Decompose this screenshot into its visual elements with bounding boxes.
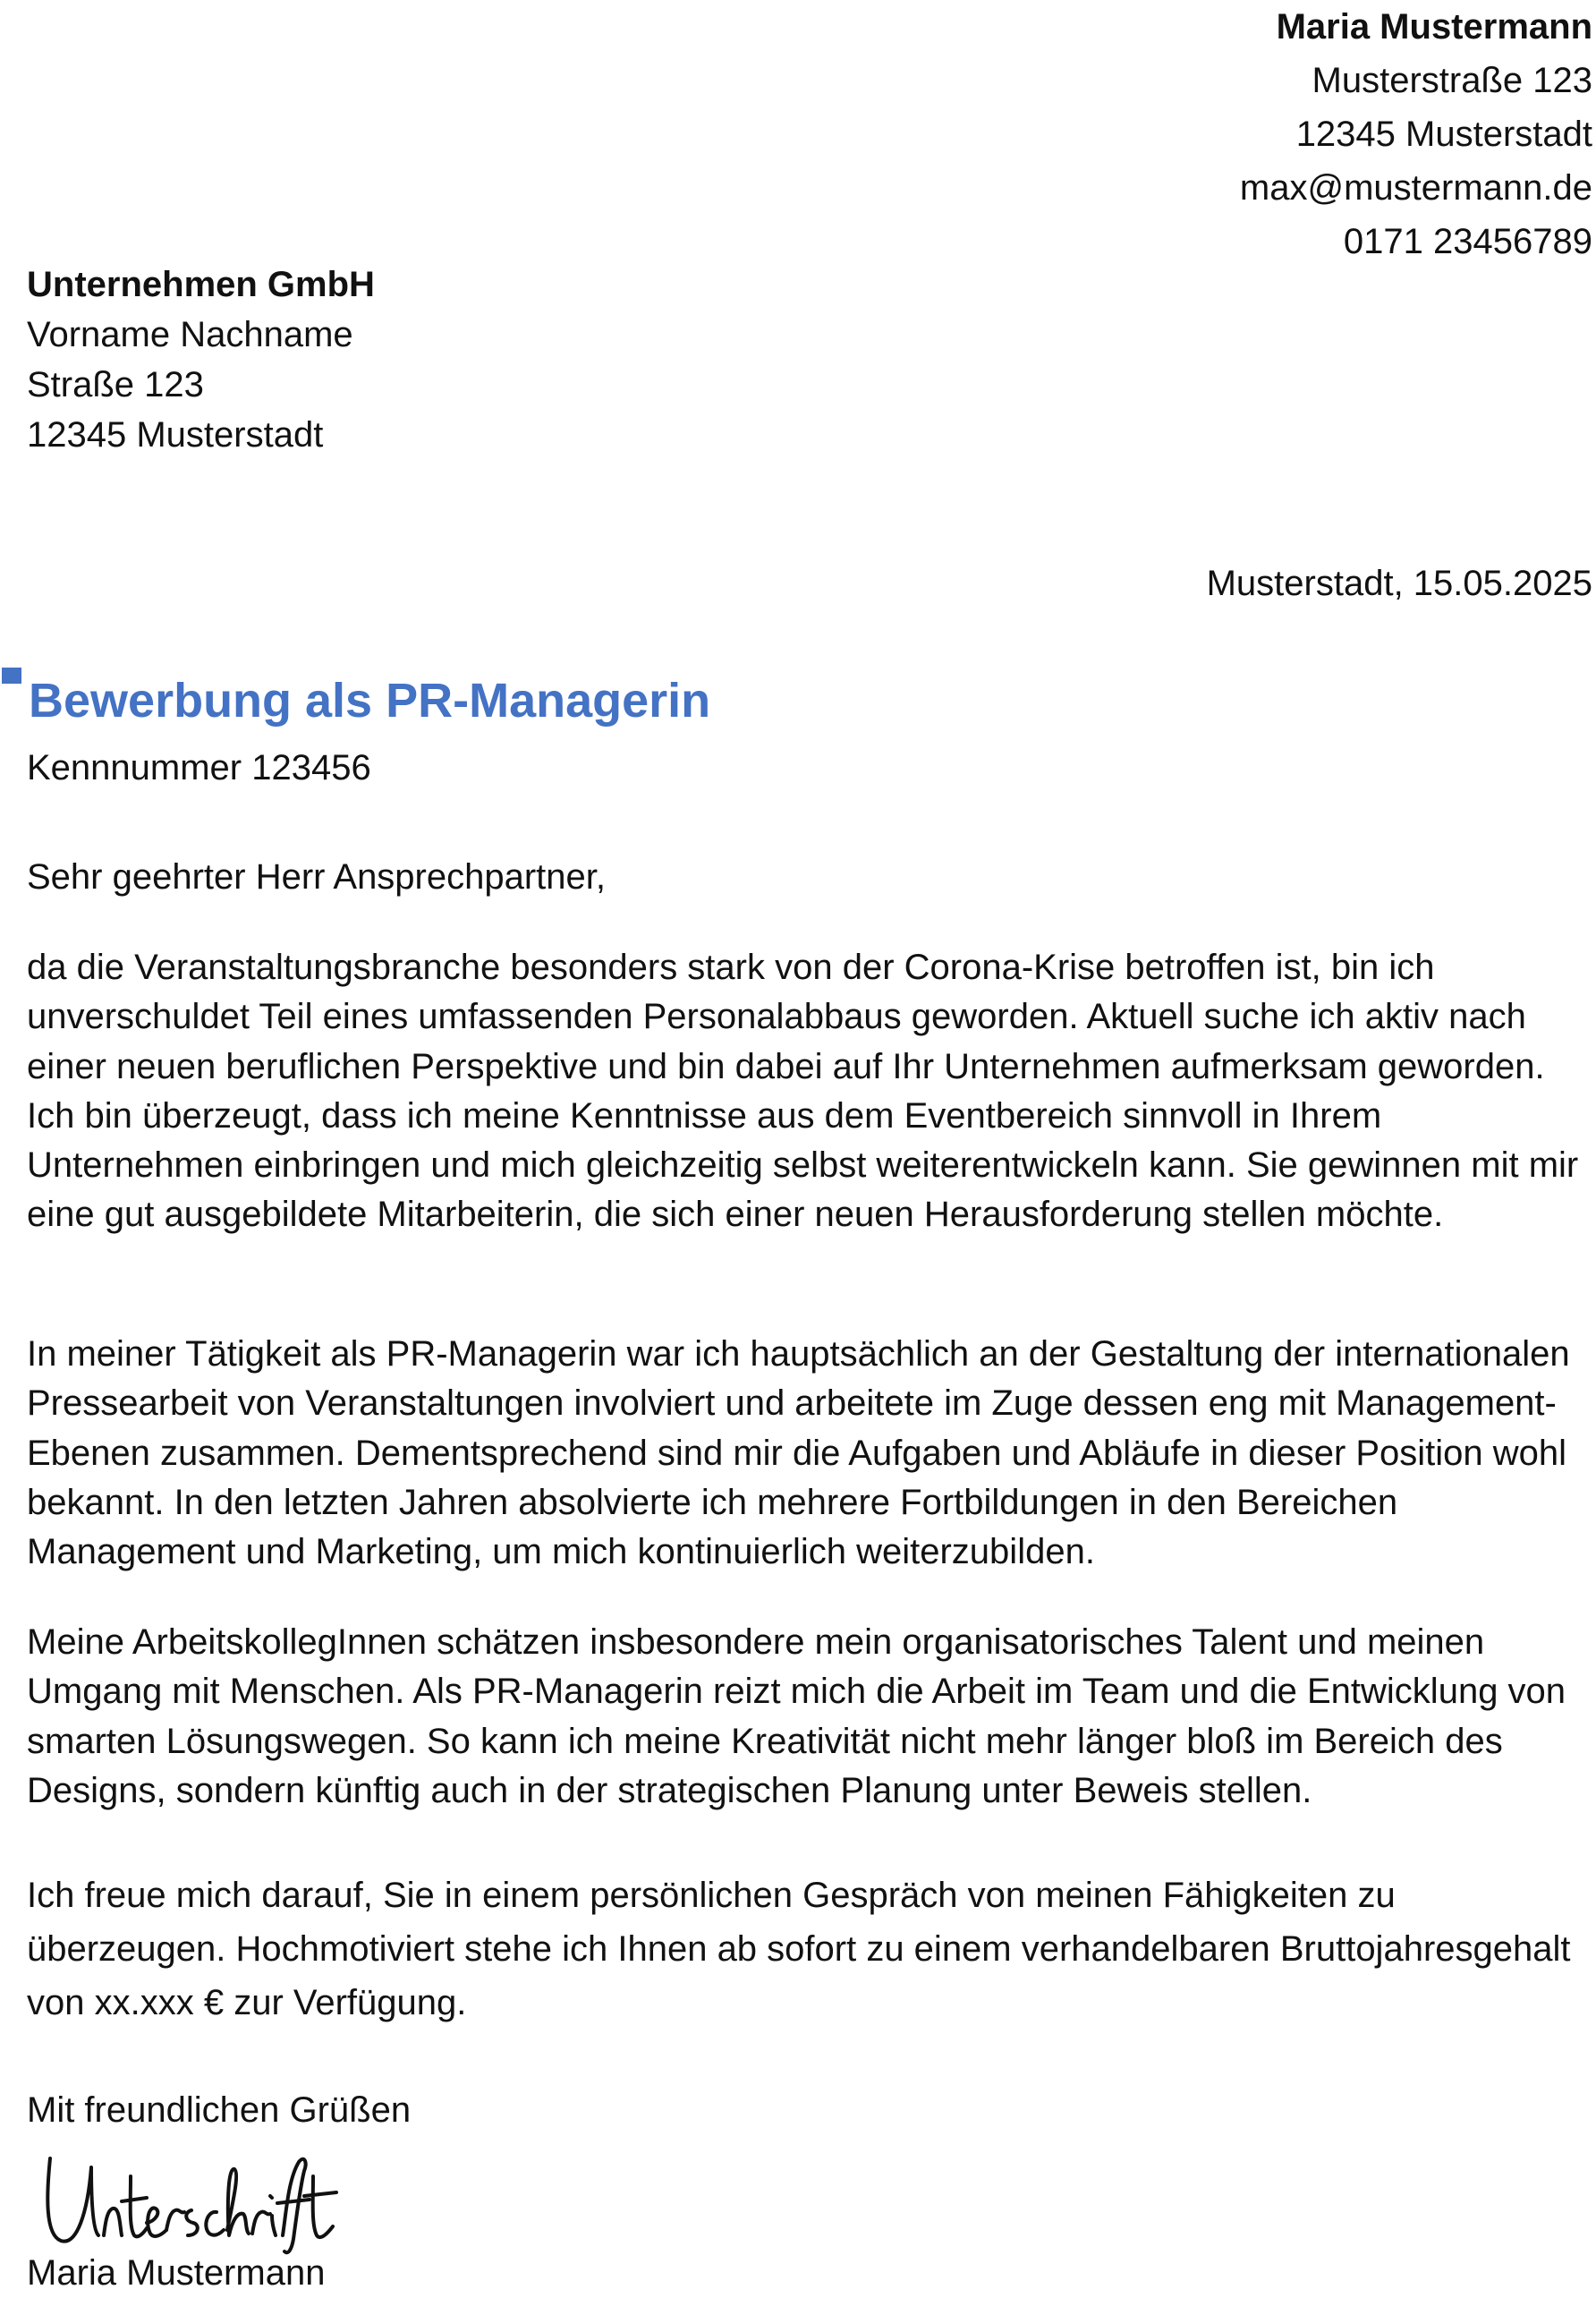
- reference-number: Kennnummer 123456: [27, 748, 371, 787]
- recipient-company: Unternehmen GmbH: [27, 265, 375, 304]
- salutation: Sehr geehrter Herr Ansprechpartner,: [27, 857, 607, 897]
- sender-email: max@mustermann.de: [1239, 168, 1592, 208]
- sender-city: 12345 Musterstadt: [1295, 115, 1592, 154]
- body-paragraph-3: Meine ArbeitskollegInnen schätzen insbesondere mein organisatorisches Talent und meinen Umgang mit Menschen. Als PR-Managerin reizt mich die Arbeit im Team und die Entwicklung von smarten Lösungswegen. So kann ich meine Kreativität nicht mehr länger bloß im Bereich des Designs, sondern künftig auch in der strategischen Planung unter Beweis stellen.: [27, 1622, 1566, 1810]
- sender-name: Maria Mustermann: [1276, 7, 1592, 47]
- closing-phrase: Mit freundlichen Grüßen: [27, 2090, 412, 2130]
- sender-address-block: [1240, 0, 1592, 268]
- date-line: Musterstadt, 15.05.2025: [1206, 564, 1592, 603]
- body-paragraph-4: Ich freue mich darauf, Sie in einem persönlichen Gespräch von meinen Fähigkeiten zu überzeugen. Hochmotiviert stehe ich Ihnen ab sofort zu einem verhandelbaren Bruttojahresgehalt von xx.xxx € zur Verfügung.: [27, 1876, 1571, 2022]
- recipient-street: Straße 123: [27, 365, 204, 404]
- sender-street: Musterstraße 123: [1312, 61, 1592, 100]
- handwritten-signature: [41, 2141, 345, 2257]
- signer-name: Maria Mustermann: [27, 2253, 326, 2293]
- recipient-contact: Vorname Nachname: [27, 315, 353, 354]
- body-paragraph-1: da die Veranstaltungsbranche besonders stark von der Corona-Krise betroffen ist, bin ich unverschuldet Teil eines umfassenden Personalabbaus geworden. Aktuell suche ich aktiv nach einer neuen beruflichen Perspektive und bin dabei auf Ihr Unternehmen aufmerksam geworden. Ich bin überzeugt, dass ich meine Kenntnisse aus dem Eventbereich sinnvoll in Ihrem Unternehmen einbringen und mich gleichzeitig selbst weiterentwickeln kann. Sie gewinnen mit mir eine gut ausgebildete Mitarbeiterin, die sich einer neuen Herausforderung stellen möchte.: [27, 948, 1579, 1235]
- subject-heading: Bewerbung als PR-Managerin: [29, 674, 711, 728]
- recipient-address-block: [27, 260, 375, 460]
- sender-phone: 0171 23456789: [1343, 222, 1592, 261]
- body-paragraph-2: In meiner Tätigkeit als PR-Managerin war ich hauptsächlich an der Gestaltung der internationalen Pressearbeit von Veranstaltungen involviert und arbeitete im Zuge dessen eng mit Management-Ebenen zusammen. Dementsprechend sind mir die Aufgaben und Abläufe in dieser Position wohl bekannt. In den letzten Jahren absolvierte ich mehrere Fortbildungen in den Bereichen Management und Marketing, um mich kontinuierlich weiterzubilden.: [27, 1334, 1570, 1572]
- heading-marker: [2, 668, 21, 684]
- recipient-city: 12345 Musterstadt: [27, 415, 324, 455]
